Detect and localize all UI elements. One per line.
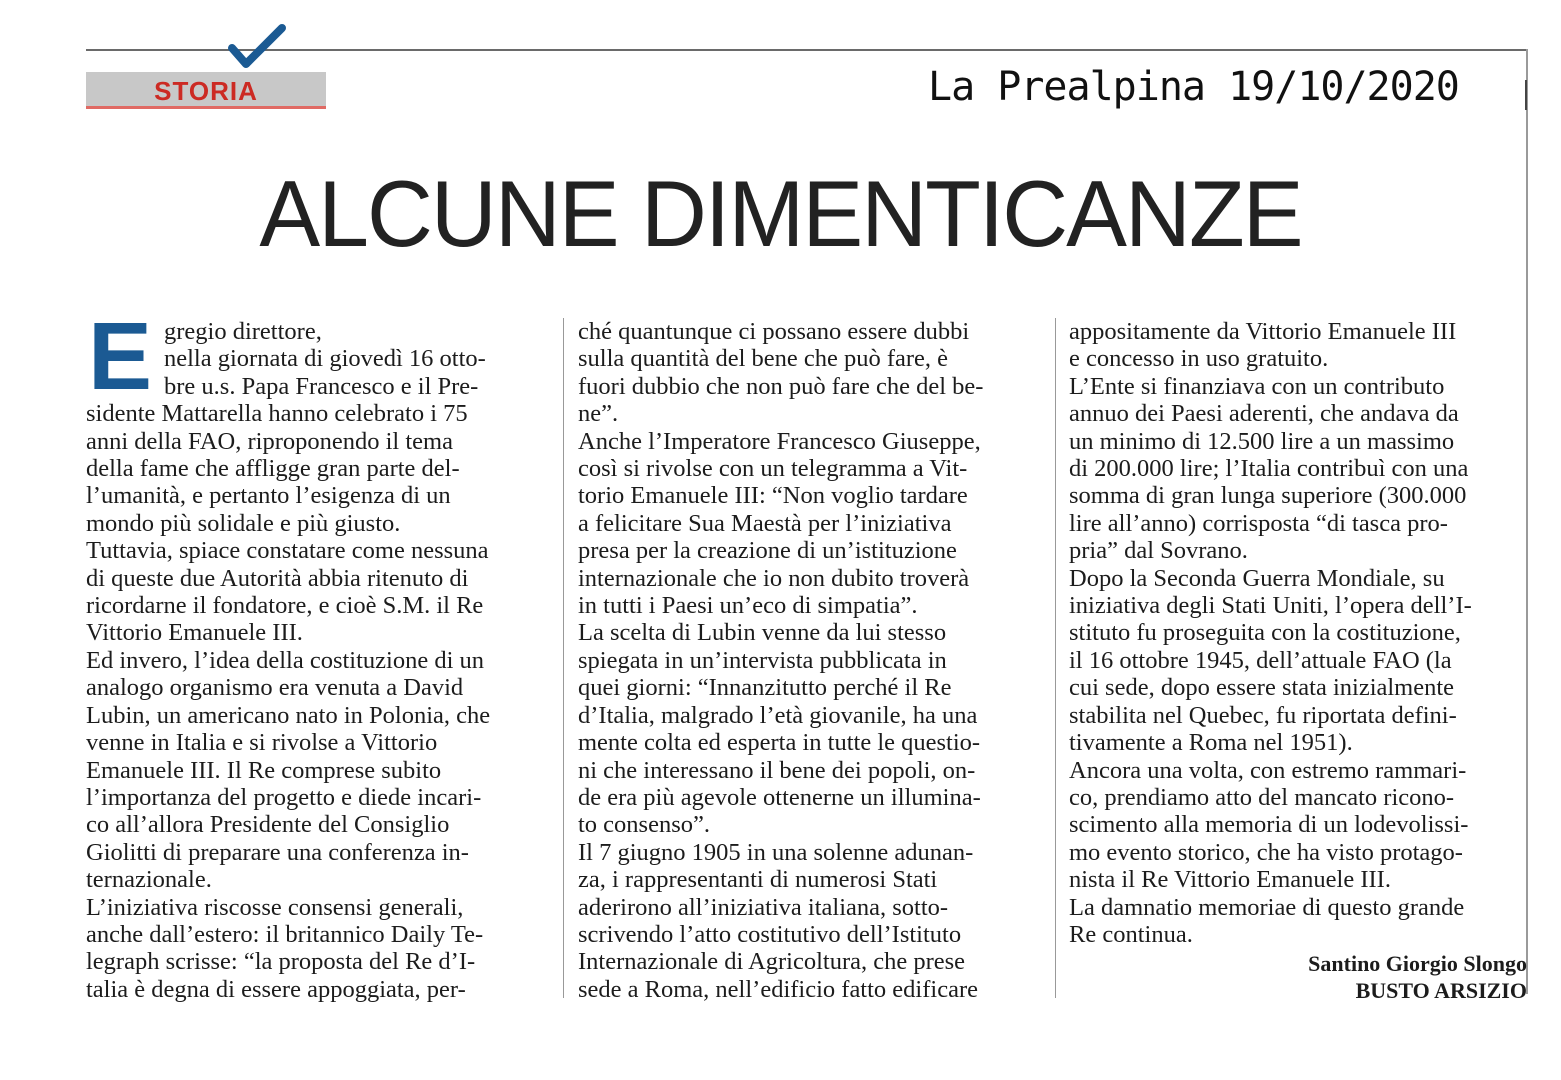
text-line: mo evento storico, che ha visto protago- xyxy=(1069,838,1463,866)
text-line: nista il Re Vittorio Emanuele III. xyxy=(1069,866,1391,894)
text-line: ché quantunque ci possano essere dubbi xyxy=(578,318,970,345)
signature xyxy=(1308,950,1527,1004)
text-line: co, prendiamo atto del mancato ricono- xyxy=(1069,783,1455,811)
text-line: spiegata in un’intervista pubblicata in xyxy=(578,646,947,674)
text-line: un minimo di 12.500 lire a un massimo xyxy=(1069,427,1455,455)
text-line: La scelta di Lubin venne da lui stesso xyxy=(578,619,947,647)
text-line: annuo dei Paesi aderenti, che andava da xyxy=(1069,400,1459,428)
text-line: il 16 ottobre 1945, dell’attuale FAO (la xyxy=(1069,646,1452,674)
author-place: BUSTO ARSIZIO xyxy=(1355,978,1527,1003)
text-line: Lubin, un americano nato in Polonia, che xyxy=(86,701,491,729)
text-line: L’Ente si finanziava con un contributo xyxy=(1069,372,1445,400)
text-line: sulla quantità del bene che può fare, è xyxy=(578,345,949,373)
drop-cap: E xyxy=(88,303,153,410)
right-rule-mark xyxy=(1525,80,1527,110)
text-line: della fame che affligge gran parte del- xyxy=(86,455,460,483)
text-line: Emanuele III. Il Re comprese subito xyxy=(86,756,442,784)
text-line: di 200.000 lire; l’Italia contribuì con una xyxy=(1069,455,1469,483)
text-line: Internazionale di Agricoltura, che prese xyxy=(578,948,966,976)
text-line: Ancora una volta, con estremo rammari- xyxy=(1069,756,1467,784)
text-line: stituto fu proseguita con la costituzione, xyxy=(1069,619,1461,647)
checkmark-icon xyxy=(226,22,288,72)
text-line: ricordarne il fondatore, e cioè S.M. il Re xyxy=(86,592,484,620)
article-column-2 xyxy=(578,318,1040,1003)
column-divider xyxy=(1055,318,1056,998)
text-line: Vittorio Emanuele III. xyxy=(86,619,303,647)
text-line: Anche l’Imperatore Francesco Giuseppe, xyxy=(578,427,981,455)
column-divider xyxy=(563,318,564,998)
text-line: lire all’anno) corrisposta “di tasca pro- xyxy=(1069,509,1448,537)
text-line: scrivendo l’atto costitutivo dell’Istituto xyxy=(578,920,962,948)
text-line: appositamente da Vittorio Emanuele III xyxy=(1069,318,1457,345)
text-line: Tuttavia, spiace constatare come nessuna xyxy=(86,537,489,565)
top-rule xyxy=(86,49,1527,51)
text-line: scimento alla memoria di un lodevolissi- xyxy=(1069,811,1469,839)
text-line: somma di gran lunga superiore (300.000 xyxy=(1069,482,1467,510)
text-line: anche dall’estero: il britannico Daily Te- xyxy=(86,920,484,948)
text-line: legraph scrisse: “la proposta del Re d’I- xyxy=(86,948,476,976)
text-line: de era più agevole ottenerne un illumina- xyxy=(578,783,981,811)
text-line: quei giorni: “Innanzitutto perché il Re xyxy=(578,674,952,702)
section-label: STORIA xyxy=(86,72,326,109)
text-line: iniziativa degli Stati Uniti, l’opera dell’I- xyxy=(1069,592,1472,620)
text-line: ternazionale. xyxy=(86,866,212,894)
text-line: Il 7 giugno 1905 in una solenne adunan- xyxy=(578,838,974,866)
text-line: sidente Mattarella hanno celebrato i 75 xyxy=(86,400,468,428)
article-headline: ALCUNE DIMENTICANZE xyxy=(259,161,1302,266)
text-line: za, i rappresentanti di numerosi Stati xyxy=(578,866,938,894)
text-line: nella giornata di giovedì 16 otto- xyxy=(164,345,486,373)
article-column-1 xyxy=(86,303,548,1003)
text-line: stabilita nel Quebec, fu riportata defini- xyxy=(1069,701,1457,729)
text-line: anni della FAO, riproponendo il tema xyxy=(86,427,453,455)
text-line: a felicitare Sua Maestà per l’iniziativa xyxy=(578,509,952,537)
text-line: di queste due Autorità abbia ritenuto di xyxy=(86,564,469,592)
text-line: in tutti i Paesi un’eco di simpatia”. xyxy=(578,592,918,620)
text-line: to consenso”. xyxy=(578,811,710,839)
text-line: fuori dubbio che non può fare che del be- xyxy=(578,372,984,400)
text-line: talia è degna di essere appoggiata, per- xyxy=(86,975,466,1003)
text-line: gregio direttore, xyxy=(164,318,322,345)
text-line: aderirono all’iniziativa italiana, sotto- xyxy=(578,893,949,921)
text-line: Re continua. xyxy=(1069,920,1193,948)
text-line: torio Emanuele III: “Non voglio tardare xyxy=(578,482,968,510)
text-line: Dopo la Seconda Guerra Mondiale, su xyxy=(1069,564,1445,592)
text-line: Ed invero, l’idea della costituzione di un xyxy=(86,646,485,674)
text-line: La damnatio memoriae di questo grande xyxy=(1069,893,1465,921)
text-line: internazionale che io non dubito troverà xyxy=(578,564,970,592)
text-line: venne in Italia e si rivolse a Vittorio xyxy=(86,729,438,757)
author-name: Santino Giorgio Slongo xyxy=(1308,951,1527,976)
text-line: analogo organismo era venuta a David xyxy=(86,674,464,702)
text-line: bre u.s. Papa Francesco e il Pre- xyxy=(164,372,479,400)
text-line: così si rivolse con un telegramma a Vit- xyxy=(578,455,968,483)
text-line: sede a Roma, nell’edificio fatto edificare xyxy=(578,975,978,1003)
text-line: tivamente a Roma nel 1951). xyxy=(1069,729,1353,757)
text-line: e concesso in uso gratuito. xyxy=(1069,345,1329,373)
text-line: ne”. xyxy=(578,400,619,428)
text-line: pria” dal Sovrano. xyxy=(1069,537,1248,565)
publication-line: La Prealpina 19/10/2020 xyxy=(928,64,1459,110)
text-line: d’Italia, malgrado l’età giovanile, ha una xyxy=(578,701,978,729)
text-line: ni che interessano il bene dei popoli, on- xyxy=(578,756,976,784)
text-line: mondo più solidale e più giusto. xyxy=(86,509,401,537)
text-line: presa per la creazione di un’istituzione xyxy=(578,537,957,565)
article-column-3 xyxy=(1069,318,1529,948)
text-line: co all’allora Presidente del Consiglio xyxy=(86,811,450,839)
text-line: L’iniziativa riscosse consensi generali, xyxy=(86,893,464,921)
text-line: Giolitti di preparare una conferenza in- xyxy=(86,838,469,866)
text-line: cui sede, dopo essere stata inizialmente xyxy=(1069,674,1455,702)
text-line: mente colta ed esperta in tutte le questio- xyxy=(578,729,981,757)
text-line: l’importanza del progetto e diede incari- xyxy=(86,783,482,811)
text-line: l’umanità, e pertanto l’esigenza di un xyxy=(86,482,451,510)
